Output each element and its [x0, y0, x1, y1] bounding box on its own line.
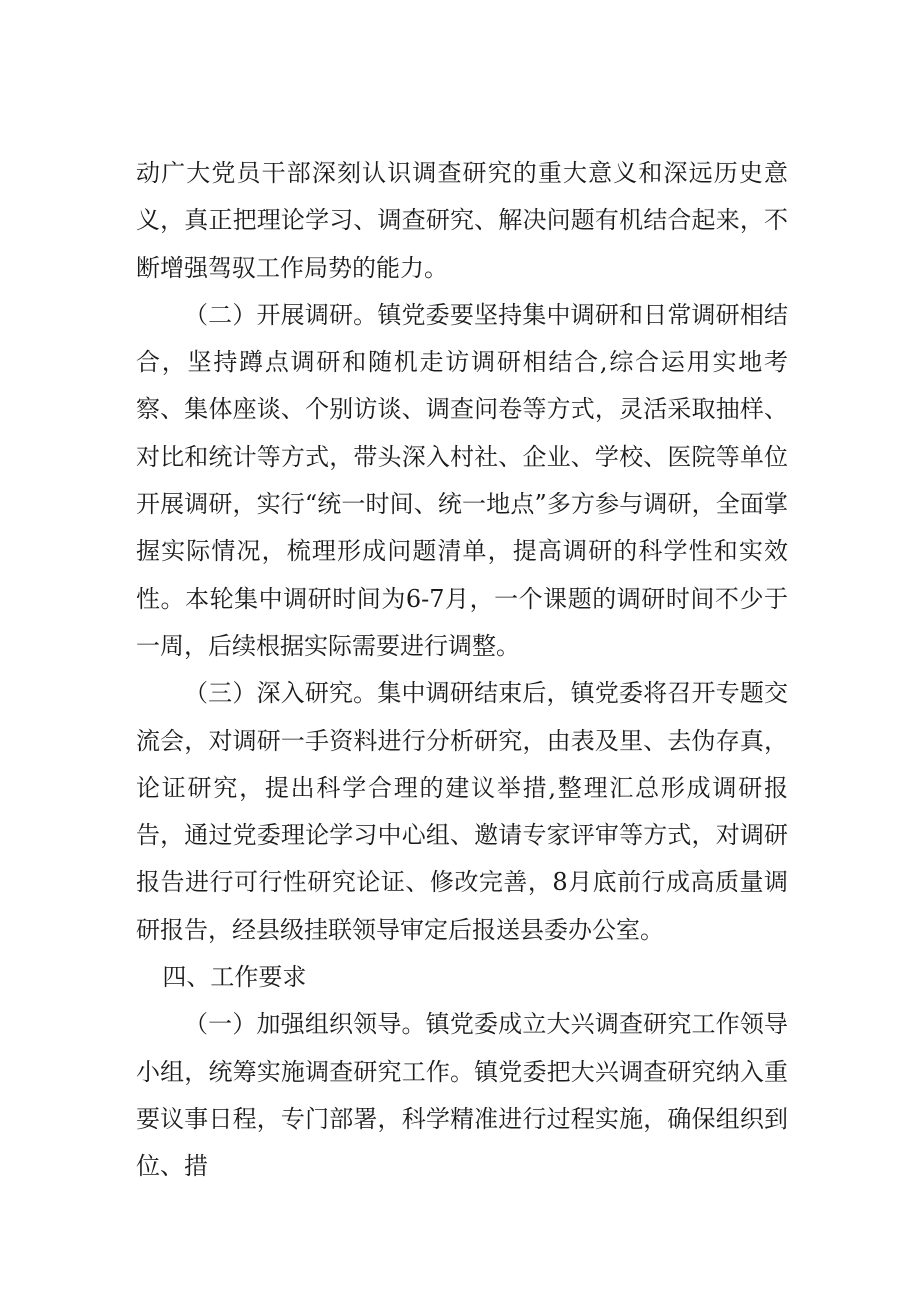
section-heading-work-requirements: 四、工作要求: [162, 963, 307, 992]
paragraph-continuation: 动广大党员干部深刻认识调查研究的重大意义和深远历史意义，真正把理论学习、调查研究、解决问题有机结合起来，不断增强驾驭工作局势的能力。: [136, 159, 788, 282]
document-body: [136, 150, 788, 1191]
paragraph-in-depth-study: （三）深入研究。集中调研结束后，镇党委将召开专题交流会，对调研一手资料进行分析研究，由表及里、去伪存真，论证研究，提出科学合理的建议举措,整理汇总形成调研报告，通过党委理论学习中心组、邀请专家评审等方式，对调研报告进行可行性研究论证、修改完善，8月底前行成高质量调研报告，经县级挂联领导审定后报送县委办公室。: [136, 679, 788, 944]
paragraph-strengthen-leadership: （一）加强组织领导。镇党委成立大兴调查研究工作领导小组，统筹实施调查研究工作。镇党委把大兴调查研究纳入重要议事日程，专门部署，科学精准进行过程实施，确保组织到位、措: [136, 1010, 788, 1181]
paragraph-conduct-research: （二）开展调研。镇党委要坚持集中调研和日常调研相结合，坚持蹲点调研和随机走访调研相结合,综合运用实地考察、集体座谈、个别访谈、调查问卷等方式，灵活采取抽样、对比和统计等方式，带头深入村社、企业、学校、医院等单位开展调研，实行“统一时间、统一地点”多方参与调研，全面掌握实际情况，梳理形成问题清单，提高调研的科学性和实效性。本轮集中调研时间为6-7月，一个课题的调研时间不少于一周，后续根据实际需要进行调整。: [136, 300, 788, 660]
